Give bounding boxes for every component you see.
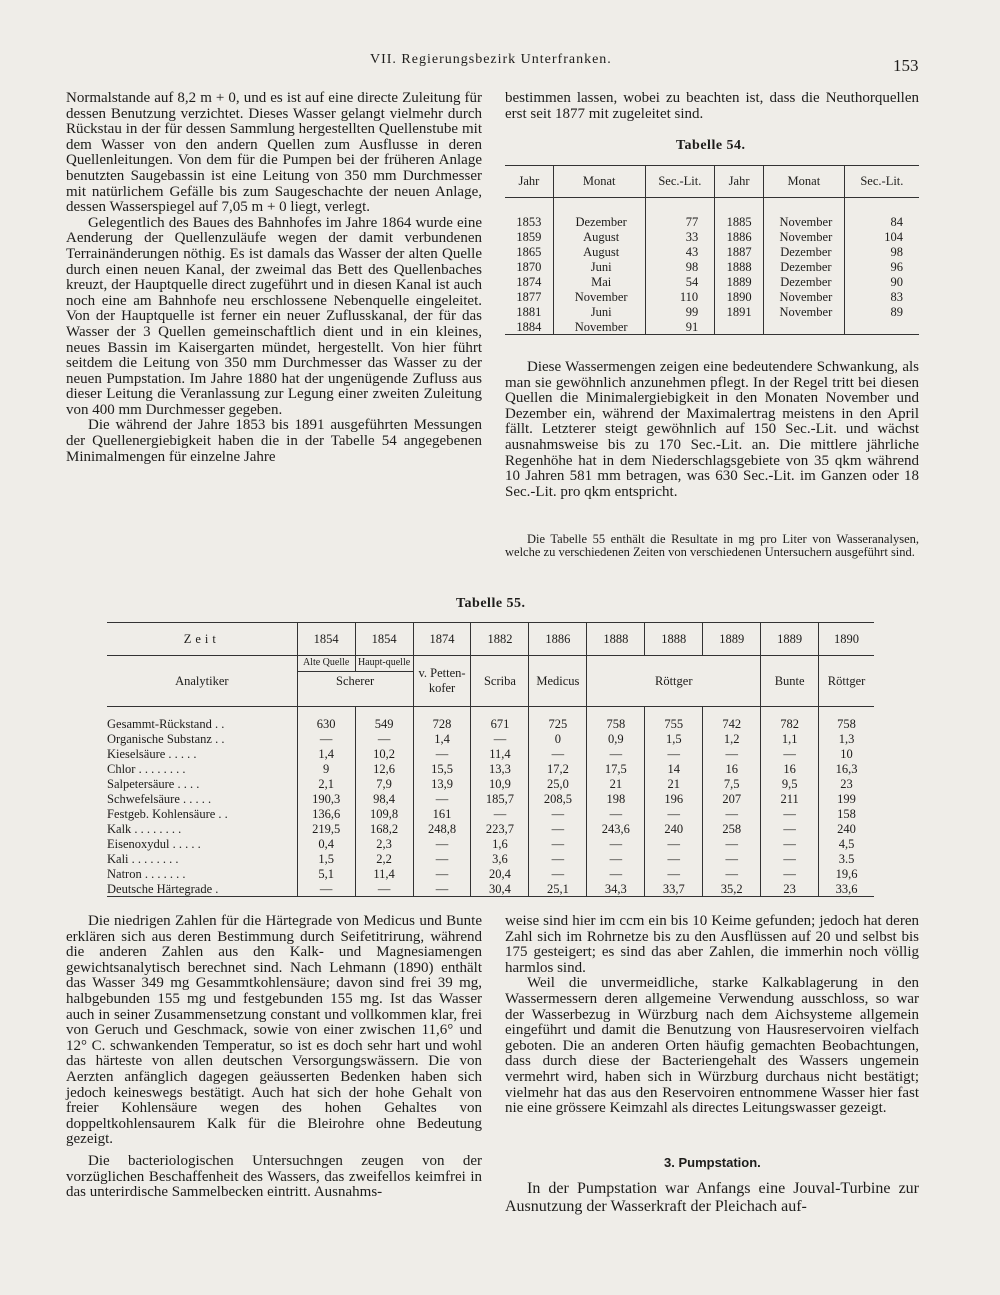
table-cell: 0,4 [297, 836, 355, 851]
row-label: Kalk . . . . . . . . [107, 821, 182, 836]
year-header: 1886 [529, 623, 587, 656]
table-row [107, 881, 874, 897]
table-cell: — [703, 806, 761, 821]
paragraph: Die bacteriologischen Untersuchngen zeugen von der vorzüglichen Beschaffenheit des Wassers, das zweifellos keimfrei in das unterirdische Sammelbecken eintritt. Ausnahms- [66, 1152, 482, 1201]
section-heading: 3. Pumpstation. [664, 1155, 761, 1170]
table-cell: Dezember [763, 274, 844, 289]
paragraph: Normalstande auf 8,2 m + 0, und es ist auf eine directe Zuleitung für dessen Benutzung verzichtet. Dieses Wasser gelangt vielmehr durch Rückstau in der für dessen Sammlung hergestellten Quellenstube mit dem Wasser von den andern Quellen zum Ausflusse in deren Quellenleitungen. Von dem für die Pumpen bei der früheren Anlage benutzten Saugebassin ist eine Leitung von 350 mm Durchmesser mit natürlichem Gefälle bis zum Saugeschachte der neuen Anlage, dessen Wasserspiegel auf 7,05 m + 0 liegt, verlegt. [66, 90, 482, 216]
running-title: VII. Regierungsbezirk Unterfranken. [370, 52, 612, 67]
table-row [107, 707, 874, 732]
table-cell: 1,2 [703, 731, 761, 746]
table-cell: 91 [645, 319, 715, 335]
table-cell: November [763, 198, 844, 230]
table-cell: 198 [587, 791, 645, 806]
table-cell: 83 [844, 289, 919, 304]
table-cell: 168,2 [355, 821, 413, 836]
table-cell: 136,6 [297, 806, 355, 821]
table-cell: Juni [553, 304, 645, 319]
paragraph: bestimmen lassen, wobei zu beachten ist, dass die Neuthorquellen erst seit 1877 mit zugeleitet sind. [505, 90, 919, 122]
paragraph: Die während der Jahre 1853 bis 1891 ausgeführten Messungen der Quellenergiebigkeit haben die in der Tabelle 54 angegebenen Minimalmengen für einzelne Jahre [66, 417, 482, 465]
table-cell: 1865 [516, 244, 542, 259]
table-cell: 19,6 [819, 866, 874, 881]
table-cell: — [645, 836, 703, 851]
scriba-label: Scriba [471, 656, 529, 707]
table-row [505, 289, 919, 304]
year-header: 1889 [761, 623, 819, 656]
scherer-cell [297, 656, 413, 707]
table-cell: — [529, 866, 587, 881]
table-cell: 109,8 [355, 806, 413, 821]
medicus-label: Medicus [529, 656, 587, 707]
table-cell: 1890 [715, 289, 764, 304]
table-cell: 21 [645, 776, 703, 791]
table-cell: — [645, 806, 703, 821]
row-label: Deutsche Härtegrade . [107, 881, 219, 896]
table-cell: 1889 [715, 274, 764, 289]
table-cell: — [413, 851, 471, 866]
table-cell: 15,5 [413, 761, 471, 776]
table-cell: 43 [645, 244, 715, 259]
table-cell: 240 [645, 821, 703, 836]
row-label: Natron . . . . . . . [107, 866, 186, 881]
table-cell [763, 319, 844, 335]
table-cell: — [297, 731, 355, 746]
table-cell: — [413, 746, 471, 761]
table-row [505, 198, 919, 230]
table-cell: — [529, 836, 587, 851]
table-cell: 782 [761, 707, 819, 732]
table-cell: November [763, 289, 844, 304]
right-column-top [505, 91, 919, 122]
table-cell: 33,6 [819, 881, 874, 897]
table-row [107, 836, 874, 851]
table-row [107, 761, 874, 776]
table-cell: — [703, 746, 761, 761]
table-cell: 630 [297, 707, 355, 732]
table-cell: 1877 [516, 289, 542, 304]
table-cell: 1,1 [761, 731, 819, 746]
table-cell: Mai [553, 274, 645, 289]
analyst-row [107, 656, 874, 707]
year-header: 1889 [703, 623, 761, 656]
table-cell: 1891 [715, 304, 764, 319]
table-cell: 10,2 [355, 746, 413, 761]
col-header: Monat [763, 166, 844, 198]
table-cell: — [761, 746, 819, 761]
table-cell: 1885 [715, 198, 764, 230]
table-cell: — [703, 851, 761, 866]
table-cell: 755 [645, 707, 703, 732]
table-55 [107, 622, 874, 897]
col-header: Sec.-Lit. [645, 166, 715, 198]
row-label: Gesammt-Rückstand . . [107, 716, 225, 731]
table-cell: 11,4 [471, 746, 529, 761]
table-cell: 23 [819, 776, 874, 791]
haupt-quelle-label: Haupt-quelle [357, 657, 411, 668]
zeit-row [107, 623, 874, 656]
table-cell: — [761, 836, 819, 851]
table-row [505, 274, 919, 289]
roettger2-label: Röttger [819, 656, 874, 707]
roettger-label: Röttger [587, 656, 761, 707]
table-cell: 1886 [715, 229, 764, 244]
table-cell: 54 [645, 274, 715, 289]
table-cell: — [761, 851, 819, 866]
table-row [505, 319, 919, 335]
table-cell: 258 [703, 821, 761, 836]
table-cell: 16,3 [819, 761, 874, 776]
table-cell: 7,5 [703, 776, 761, 791]
table-cell: 1859 [516, 229, 542, 244]
paragraph: Die Tabelle 55 enthält die Resultate in mg pro Liter von Wasseranalysen, welche zu verschiedenen Zeiten von verschiedenen Untersuchern ausgeführt sind. [505, 532, 919, 560]
table-cell: 728 [413, 707, 471, 732]
table-row [505, 229, 919, 244]
table-cell: 17,5 [587, 761, 645, 776]
table-row [107, 851, 874, 866]
table-cell: 11,4 [355, 866, 413, 881]
table-cell: 5,1 [297, 866, 355, 881]
table-cell: 1884 [516, 319, 542, 334]
table-cell: 10 [819, 746, 874, 761]
table-cell: 98 [645, 259, 715, 274]
col-header: Jahr [715, 166, 764, 198]
table-cell: — [703, 836, 761, 851]
table-cell: 248,8 [413, 821, 471, 836]
table-cell: 9 [297, 761, 355, 776]
table-cell: 219,5 [297, 821, 355, 836]
table-cell: 1,4 [297, 746, 355, 761]
table-cell: — [413, 866, 471, 881]
table-cell: 190,3 [297, 791, 355, 806]
table-row [107, 776, 874, 791]
year-header: 1882 [471, 623, 529, 656]
table-cell: 2,1 [297, 776, 355, 791]
table-row [505, 244, 919, 259]
table-cell: 185,7 [471, 791, 529, 806]
year-header: 1854 [355, 623, 413, 656]
table-row [107, 731, 874, 746]
table-cell: — [529, 806, 587, 821]
table-row [107, 746, 874, 761]
paragraph: In der Pumpstation war Anfangs eine Jouval-Turbine zur Ausnutzung der Wasserkraft der Pleichach auf- [505, 1180, 919, 1215]
table-cell: 14 [645, 761, 703, 776]
table-cell: — [587, 851, 645, 866]
table-cell: — [471, 731, 529, 746]
table-cell: Dezember [553, 198, 645, 230]
paragraph: Diese Wassermengen zeigen eine bedeutendere Schwankung, als man sie gewöhnlich anzunehmen pflegt. In der Regel tritt bei diesen Quellen die Minimalergiebigkeit in den Monaten November und Dezember ein, während der Maximalertrag meistens in den April fällt. Letzterer steigt gewöhnlich auf 150 Sec.-Lit. und wächst ausnahmsweise bis zu 170 Sec.-Lit. an. Die mittlere jährliche Regenhöhe hat in dem Niederschlagsgebiete von 35 qkm während 10 Jahren 581 mm betragen, was 630 Sec.-Lit. im Ganzen oder 18 Sec.-Lit. pro qkm entspricht. [505, 359, 919, 500]
year-header: 1888 [645, 623, 703, 656]
table-cell: — [761, 821, 819, 836]
table-cell: 671 [471, 707, 529, 732]
table-cell: 1,5 [297, 851, 355, 866]
table-cell [844, 319, 919, 335]
table-cell: November [553, 319, 645, 335]
table-cell: 758 [819, 707, 874, 732]
right-column-mid [505, 360, 919, 500]
table-cell: 2,3 [355, 836, 413, 851]
left-column-text [66, 91, 482, 465]
table-cell: — [761, 806, 819, 821]
table-cell: 89 [844, 304, 919, 319]
table-cell: 34,3 [587, 881, 645, 897]
table-cell: 240 [819, 821, 874, 836]
table-cell: 99 [645, 304, 715, 319]
row-label: Organische Substanz . . [107, 731, 225, 746]
bottom-left-text [66, 914, 482, 1201]
table-cell: 1853 [516, 214, 542, 229]
table-cell: 1,6 [471, 836, 529, 851]
table-cell: 84 [844, 198, 919, 230]
table-cell: November [763, 229, 844, 244]
row-label: Salpetersäure . . . . [107, 776, 200, 791]
table-cell: 4,5 [819, 836, 874, 851]
table-cell: 3,6 [471, 851, 529, 866]
table-cell: — [413, 836, 471, 851]
table-row [505, 304, 919, 319]
table-cell: 158 [819, 806, 874, 821]
table-cell: — [529, 851, 587, 866]
year-header: 1854 [297, 623, 355, 656]
table-cell: 0,9 [587, 731, 645, 746]
table-cell: August [553, 244, 645, 259]
right-column-note [505, 533, 919, 560]
table-cell: — [587, 836, 645, 851]
alte-quelle-label: Alte Quelle [298, 656, 356, 671]
table-cell: 33 [645, 229, 715, 244]
page-number: 153 [893, 56, 919, 75]
section-text [505, 1180, 919, 1216]
table-cell: November [553, 289, 645, 304]
year-header: 1888 [587, 623, 645, 656]
table-cell: 549 [355, 707, 413, 732]
table-cell: 0 [529, 731, 587, 746]
table-row [107, 791, 874, 806]
year-header: 1890 [819, 623, 874, 656]
table-cell: — [645, 866, 703, 881]
table-cell: — [413, 791, 471, 806]
table-cell: — [471, 806, 529, 821]
table-cell: 20,4 [471, 866, 529, 881]
table-cell: Dezember [763, 259, 844, 274]
pettenkofer-label: v. Petten-kofer [413, 656, 471, 707]
row-label: Kali . . . . . . . . [107, 851, 179, 866]
row-label: Eisenoxydul . . . . . [107, 836, 201, 851]
table-cell: 1870 [516, 259, 542, 274]
table-cell: 1,5 [645, 731, 703, 746]
table-cell: Dezember [763, 244, 844, 259]
table-cell: 16 [703, 761, 761, 776]
table-cell: 211 [761, 791, 819, 806]
table-cell: 725 [529, 707, 587, 732]
row-label: Chlor . . . . . . . . [107, 761, 186, 776]
table-54 [505, 165, 919, 335]
table-row [505, 259, 919, 274]
table-cell: 1888 [715, 259, 764, 274]
table-cell: 2,2 [355, 851, 413, 866]
table-row [107, 866, 874, 881]
table-cell: 1,3 [819, 731, 874, 746]
table-cell: — [355, 881, 413, 897]
row-label: Festgeb. Kohlensäure . . [107, 806, 228, 821]
table-cell: 25,0 [529, 776, 587, 791]
table-cell: 758 [587, 707, 645, 732]
table-cell: — [703, 866, 761, 881]
table-cell: 30,4 [471, 881, 529, 897]
table-cell: — [761, 866, 819, 881]
table-cell: — [355, 731, 413, 746]
table-cell: 1881 [516, 304, 542, 319]
paragraph: Gelegentlich des Baues des Bahnhofes im Jahre 1864 wurde eine Aenderung der Quellenzuläufe wegen der damit verbundenen Terrainänderungen nöthig. Es ist damals das Wasser der alten Quelle durch einen neuen Kanal, der zweimal das Bett des Quellenbaches kreuzt, der Hauptquelle direct zugeführt und in diesen Kanal ist auch noch eine am Bahnhofe neu erschlossene Nebenquelle eingeleitet. Von der Hauptquelle ist ferner ein neuer Zuflusskanal, der für das Wasser der 3 Quellen gemeinschaftlich dient und in ein kleines, neues Bassin im Kaisergarten mündet, hergestellt. Von hier führt seitdem die Leitung von 350 mm Durchmesser das Wasser zu der neuen Pumpstation. Im Jahre 1880 hat der ungenügende Zufluss aus dieser Leitung die Veranlassung zur Legung einer zweiten Zuleitung von 400 mm Durchmesser gegeben. [66, 214, 482, 418]
table-cell: — [529, 746, 587, 761]
table-cell: 13,3 [471, 761, 529, 776]
table-cell: 161 [413, 806, 471, 821]
table-cell: — [645, 746, 703, 761]
table-cell: Juni [553, 259, 645, 274]
table-cell: 742 [703, 707, 761, 732]
table-cell: 12,6 [355, 761, 413, 776]
table-cell: 7,9 [355, 776, 413, 791]
table-cell: 104 [844, 229, 919, 244]
table-cell: November [763, 304, 844, 319]
table-cell: — [587, 746, 645, 761]
table-cell: 90 [844, 274, 919, 289]
table-cell: 207 [703, 791, 761, 806]
table-header-row [505, 166, 919, 198]
table-54-title: Tabelle 54. [676, 138, 746, 153]
bunte-label: Bunte [761, 656, 819, 707]
table-row [107, 821, 874, 836]
table-cell: — [645, 851, 703, 866]
table-cell: 110 [645, 289, 715, 304]
table-cell: 199 [819, 791, 874, 806]
table-cell: 1,4 [413, 731, 471, 746]
table-cell: 23 [761, 881, 819, 897]
table-cell: 16 [761, 761, 819, 776]
table-cell: — [413, 881, 471, 897]
table-cell: — [297, 881, 355, 897]
table-cell: — [587, 866, 645, 881]
table-cell: 33,7 [645, 881, 703, 897]
paragraph: Weil die unvermeidliche, starke Kalkablagerung in den Wassermessern deren allgemeine Verwendung ausschloss, so war der Wasserbezug in Würzburg nach dem Aichsysteme allgemein eingeführt und damit die Benutzung von Hausreservoiren vielfach geboten. Die an anderen Orten häufig gemachten Beobachtungen, dass durch diese der Bacteriengehalt des Wassers ungemein vermehrt wird, haben sich in Würzburg durchaus nicht bestätigt; vielmehr hat das aus den Reservoiren entnommene Wasser hier fast nie eine grössere Keimzahl als directes Leitungswasser gezeigt. [505, 975, 919, 1117]
table-cell: 25,1 [529, 881, 587, 897]
table-cell: 223,7 [471, 821, 529, 836]
table-55-title: Tabelle 55. [456, 596, 526, 611]
row-label: Schwefelsäure . . . . . [107, 791, 212, 806]
table-cell: — [587, 806, 645, 821]
table-cell: 243,6 [587, 821, 645, 836]
table-cell: 3.5 [819, 851, 874, 866]
table-cell: 9,5 [761, 776, 819, 791]
table-cell: 196 [645, 791, 703, 806]
table-cell: 17,2 [529, 761, 587, 776]
table-cell: 1887 [715, 244, 764, 259]
col-header: Monat [553, 166, 645, 198]
year-header: 1874 [413, 623, 471, 656]
table-cell: 10,9 [471, 776, 529, 791]
table-cell: 13,9 [413, 776, 471, 791]
page-header [0, 50, 1000, 74]
table-cell: 35,2 [703, 881, 761, 897]
zeit-label: Zeit [107, 623, 297, 656]
table-cell: 77 [645, 198, 715, 230]
col-header: Jahr [505, 166, 553, 198]
table-cell [715, 319, 764, 335]
col-header: Sec.-Lit. [844, 166, 919, 198]
table-cell: 98 [844, 244, 919, 259]
row-label: Kieselsäure . . . . . [107, 746, 197, 761]
bottom-right-text [505, 914, 919, 1117]
table-cell: — [529, 821, 587, 836]
paragraph: weise sind hier im ccm ein bis 10 Keime gefunden; jedoch hat deren Zahl sich im Rohrnetze bis zu den Ausflüssen auf 20 und selbst bis 175 gesteigert; es sind das aber Zahlen, die immerhin noch völlig harmlos sind. [505, 913, 919, 976]
table-cell: August [553, 229, 645, 244]
analyst-label: Analytiker [107, 656, 297, 707]
table-row [107, 806, 874, 821]
table-cell: 98,4 [355, 791, 413, 806]
scherer-label: Scherer [336, 674, 375, 688]
paragraph: Die niedrigen Zahlen für die Härtegrade von Medicus und Bunte erklären sich aus deren Bestimmung durch Seifetitrirung, während die anderen Zahlen aus den Kalk- und Magnesiamengen gewichtsanalytisch berechnet sind. Nach Lehmann (1890) enthält das Wasser 349 mg Gesammtkohlensäure; davon sind frei 39 mg, halbgebunden 155 mg und festgebunden 155 mg. Ist das Wasser auch in seiner Zusammensetzung constant und vollkommen klar, frei von Geruch und Geschmack, sowie von einer zwischen 11,6° und 12° C. schwankenden Temperatur, so ist es doch sehr hart und wohl das härteste von allen deutschen Versorgungswässern. Die von Aerzten anfänglich dagegen geäusserten Bedenken haben sich jedoch keineswegs bestätigt. Auch hat sich der hohe Gehalt von freier Kohlensäure wegen des hohen Gehaltes von doppeltkohlensaurem Kalk für die Bleirohre ohne Bedeutung gezeigt. [66, 913, 482, 1148]
table-cell: 21 [587, 776, 645, 791]
table-cell: 96 [844, 259, 919, 274]
table-cell: 208,5 [529, 791, 587, 806]
table-cell: 1874 [516, 274, 542, 289]
